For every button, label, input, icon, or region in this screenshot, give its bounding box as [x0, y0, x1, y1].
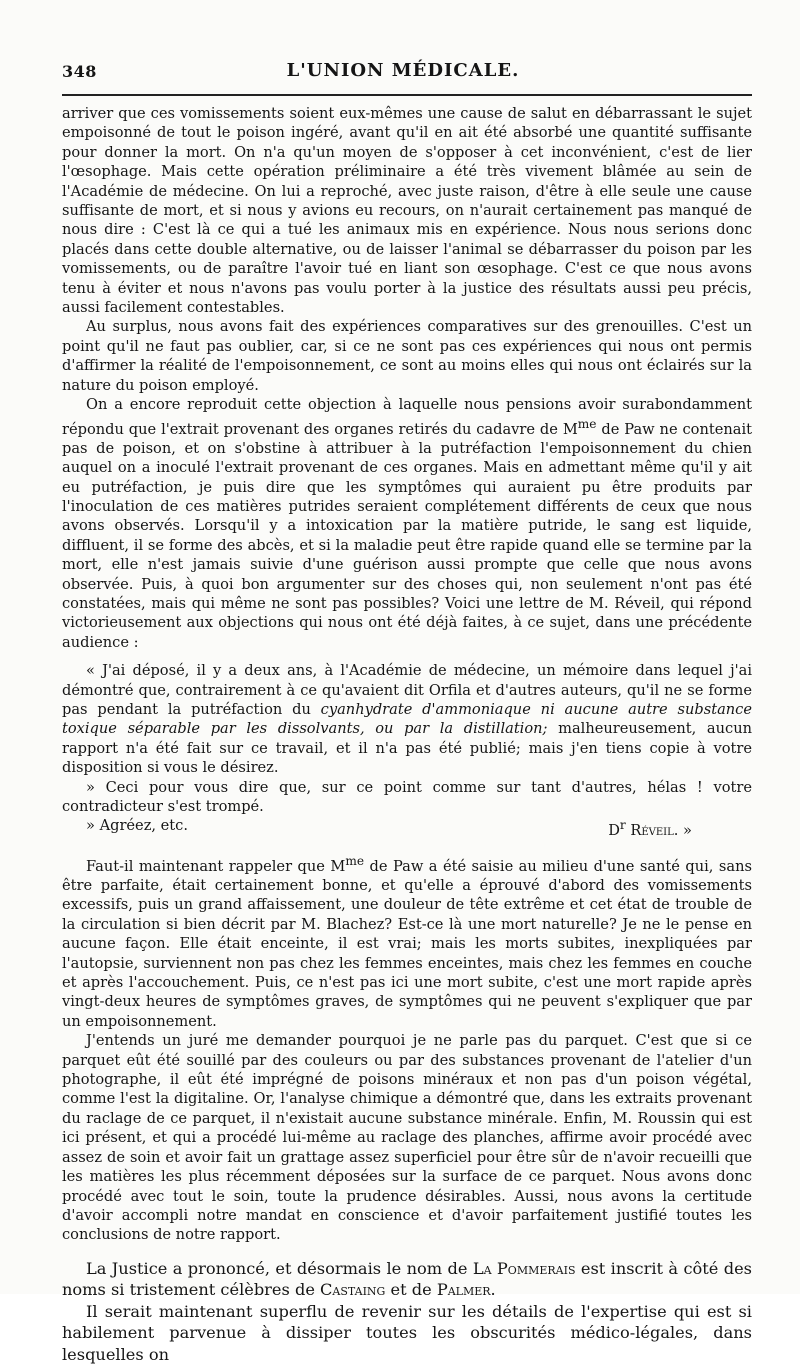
name-la-pommerais: La Pommerais [472, 1258, 576, 1278]
paragraph-3: On a encore reproduit cette objection à laquelle nous pensions avoir surabondamment répondu que l'extrait provenant des organes retirés du cadavre de $M^{me}$ de Paw ne contenait pas de poison, et on s'obstine à attribuer à la putréfaction l'empoisonnement du chien auquel on a inoculé l'extrait provenant de ces organes. Mais en admettant même qu'il y ait eu putréfaction, je puis dire que les symptômes qui auraient pu être produits par l'inoculation de ces matières putrides seraient complétement différents de ceux que nous avons observés. Lorsqu'il y a intoxication par la matière putride, le sang est liquide, diffluent, il se forme des abcès, et si la maladie peut être rapide quand elle se termine par la mort, elle n'est jamais suivie d'une guérison aussi prompte que celle que nous avons observée. Puis, à quoi bon argumenter sur des choses qui, non seulement n'ont pas été constatées, mais qui même ne sont pas possibles? Voici une lettre de M. Réveil, qui répond victorieusement aux objections qui nous ont été déjà faites, à ce sujet, dans une précédente audience : [62, 396, 752, 651]
page-number: 348 [62, 62, 97, 81]
verdict-paragraph: La Justice a prononcé, et désormais le nom de La Pommerais est inscrit à côté des noms si tristement célèbres de Castaing et de Palmer. [62, 1258, 752, 1300]
quoted-letter-paragraph-1: « J'ai déposé, il y a deux ans, à l'Académie de médecine, un mémoire dans lequel j'ai démontré que, contrairement à ce qu'avaient dit Orfila et d'autres auteurs, qu'il ne se forme pas pendant la putréfaction du cyanhydrate d'ammoniaque ni aucune autre substance toxique séparable par les dissolvants, ou par la distillation; malheureusement, aucun rapport n'a été fait sur ce travail, et il n'a pas été publié; mais j'en tiens copie à votre disposition si vous le désirez. [62, 662, 752, 777]
running-title: L'UNION MÉDICALE. [286, 60, 520, 81]
body-text [62, 104, 752, 1365]
paragraph-5: J'entends un juré me demander pourquoi je ne parle pas du parquet. C'est que si ce parquet eût été souillé par des couleurs ou par des substances provenant de l'atelier d'un photographe, il eût été imprégné de poisons minéraux et non pas d'un poison végétal, comme l'est la digitaline. Or, l'analyse chimique a démontré que, dans les extraits provenant du raclage de ce parquet, il n'existait aucune substance minérale. Enfin, M. Roussin qui est ici présent, et qui a procédé lui-même au raclage des planches, affirme avoir procédé avec assez de soin et avoir fait un grattage assez superficiel pour être sûr de n'avoir recueilli que les matières les plus récemment déposées sur la surface de ce parquet. Nous avons donc procédé avec tout le soin, toute la prudence désirables. Aussi, nous avons la certitude d'avoir accompli notre mandat en conscience et d'avoir parfaitement justifié toutes les conclusions de notre rapport. [62, 1032, 752, 1244]
paragraph-1: arriver que ces vomissements soient eux-mêmes une cause de salut en débarrassant le sujet empoisonné de tout le poison ingéré, avant qu'il en ait été absorbé une quantité suffisante pour donner la mort. On n'a qu'un moyen de s'opposer à cet inconvénient, c'est de lier l'œsophage. Mais cette opération préliminaire a été très vivement blâmée au sein de l'Académie de médecine. On lui a reproché, avec juste raison, d'être à elle seule une cause suffisante de mort, et si nous y avions eu recours, on n'aurait certainement pas manqué de nous dire : C'est là ce qui a tué les animaux mis en expérience. Nous nous serions donc placés dans cette double alternative, ou de laisser l'animal se débarrasser du poison par les vomissements, ou de paraître l'avoir tué en liant son œsophage. C'est ce que nous avons tenu à éviter et nous n'avons pas voulu porter à la justice des résultats aussi peu précis, aussi facilement contestables. [62, 105, 752, 317]
name-castaing: Castaing [320, 1280, 386, 1300]
paragraph-2: Au surplus, nous avons fait des expériences comparatives sur des grenouilles. C'est un point qu'il ne faut pas oublier, car, si ce ne sont pas ces expériences qui nous ont permis d'affirmer la réalité de l'empoisonnement, ce sont au moins elles qui nous ont éclairés sur la nature du poison employé. [62, 318, 752, 394]
paragraph-final: Il serait maintenant superflu de revenir sur les détails de l'expertise qui est si habilement parvenue à dissiper toutes les obscurités médico-légales, dans lesquelles on [62, 1301, 752, 1364]
header-rule [62, 94, 752, 96]
letter-signature: $D^r$ Réveil. » [608, 818, 692, 840]
letter-signature-line [62, 816, 752, 840]
letter-closing: » Agréez, etc. [86, 817, 188, 835]
name-palmer: Palmer [436, 1280, 491, 1300]
quoted-letter-paragraph-2: » Ceci pour vous dire que, sur ce point comme sur tant d'autres, hélas ! votre contradicteur s'est trompé. [62, 778, 752, 816]
paragraph-4: Faut-il maintenant rappeler que $M^{me}$ de Paw a été saisie au milieu d'une santé qui, sans être parfaite, était certainement bonne, et qu'elle a éprouvé d'abord des vomissements excessifs, puis un grand affaissement, une douleur de tête extrême et cet état de trouble de la circulation si bien décrit par M. Blachez? Est-ce là une mort naturelle? Je ne le pense en aucune façon. Elle était enceinte, il est vrai; mais les morts subites, inexpliquées par l'autopsie, surviennent non pas chez les femmes enceintes, mais chez les femmes en couche et après l'accouchement. Puis, ce n'est pas ici une mort subite, c'est une mort rapide après vingt-deux heures de symptômes graves, de symptômes qui ne peuvent s'expliquer que par un empoisonnement. [62, 853, 752, 1030]
page-header [58, 58, 748, 86]
